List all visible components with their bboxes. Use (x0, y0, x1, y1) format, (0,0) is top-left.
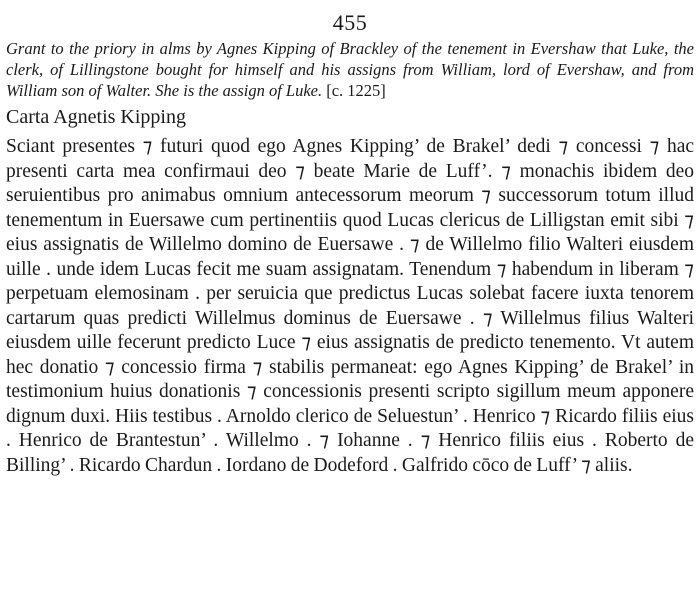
charter-date: [c. 1225] (326, 81, 386, 100)
charter-body-text: Sciant presentes ⁊ futuri quod ego Agnes Kipping’ de Brakel’ dedi ⁊ concessi ⁊ hac presenti carta mea confirmaui deo ⁊ beate Marie de Luff’. ⁊ monachis ibidem deo seruientibus pro animabus omnium antecessorum meorum ⁊ successorum totum illud tenementum in Euersawe cum pertinentiis quod Lucas clericus de Lilligstan emit sibi ⁊ eius assignatis de Willelmo domino de Euersawe . ⁊ de Willelmo filio Walteri eiusdem uille . unde idem Lucas fecit me suam assignatam. Tenendum ⁊ habendum in liberam ⁊ perpetuam elemosinam . per seruicia que predictus Lucas solebat facere iuxta tenorem cartarum quas predicti Willelmus dominus de Euersawe . ⁊ Willelmus filius Walteri eiusdem uille fecerunt predicto Luce ⁊ eius assignatis de predicto tenemento. Vt autem hec donatio ⁊ concessio firma ⁊ stabilis permaneat: ego Agnes Kipping’ de Brakel’ in testimonium huius donationis ⁊ concessionis presenti scripto sigillum meum apponere dignum duxi. Hiis testibus . Arnoldo clerico de Seluestun’ . Henrico ⁊ Ricardo filiis eius . Henrico de Brantestun’ . Willelmo . ⁊ Iohanne . ⁊ Henrico filiis eius . Roberto de Billing’ . Ricardo Chardun . Iordano de Dodeford . Galfrido cōco de Luff’ ⁊ aliis. (6, 136, 694, 476)
charter-heading: Carta Agnetis Kipping (6, 106, 186, 128)
charter-summary (6, 38, 694, 101)
charter-number: 455 (332, 10, 368, 35)
summary-text: Grant to the priory in alms by Agnes Kipping of Brackley of the tenement in Evershaw that Luke, the clerk, of Lillingstone bought for himself and his assigns from William, lord of Evershaw, and from William son of Walter. She is the assign of Luke. (6, 39, 694, 100)
